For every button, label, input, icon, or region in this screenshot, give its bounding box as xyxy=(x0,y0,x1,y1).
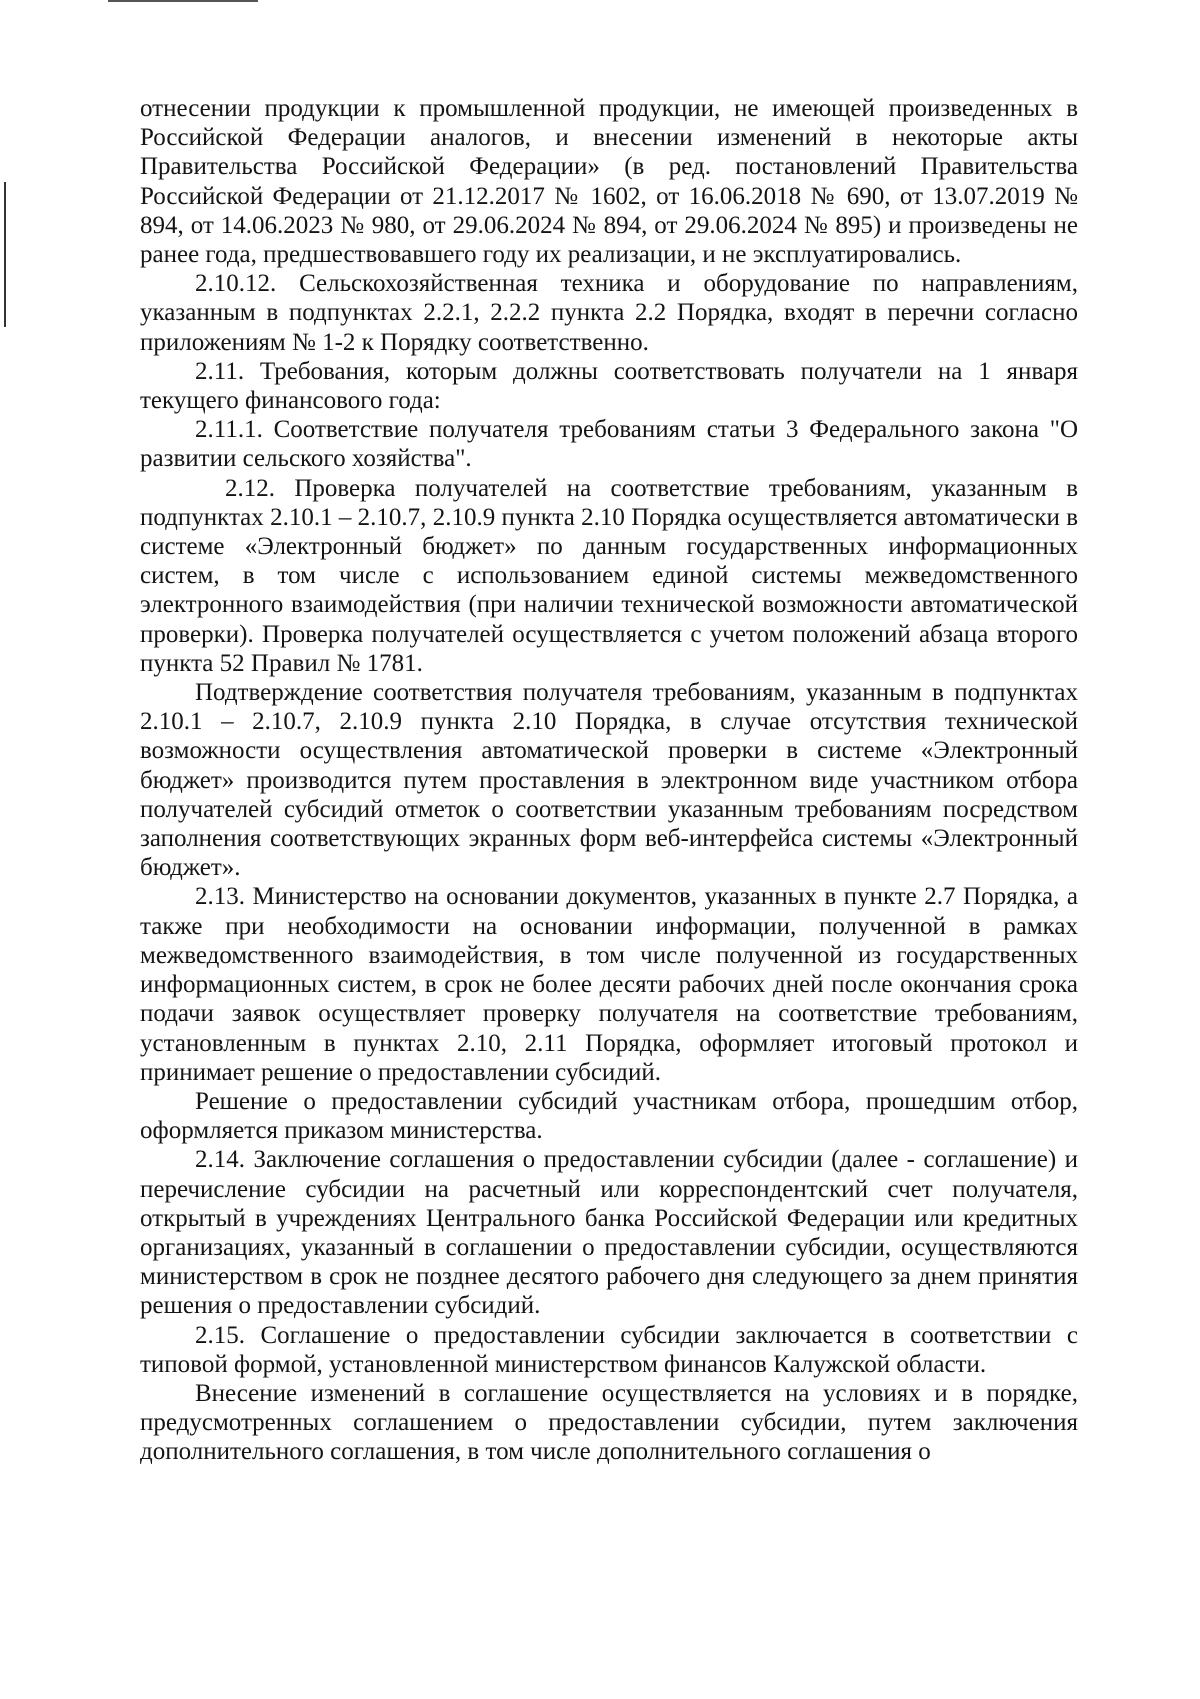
document-page xyxy=(140,94,1078,1467)
scan-artifact-top xyxy=(108,0,258,2)
paragraph-decision: Решение о предоставлении субсидий участникам отбора, прошедшим отбор, оформляется приказом министерства. xyxy=(140,1087,1078,1145)
paragraph-continuation: отнесении продукции к промышленной продукции, не имеющей произведенных в Российской Федерации аналогов, и внесении изменений в некоторые акты Правительства Российской Федерации» (в ред. постановлений Правительства Российской Федерации от 21.12.2017 № 1602, от 16.06.2018 № 690, от 13.07.2019 № 894, от 14.06.2023 № 980, от 29.06.2024 № 894, от 29.06.2024 № 895) и произведены не ранее года, предшествовавшего году их реализации, и не эксплуатировались. xyxy=(140,95,1078,269)
paragraph-confirmation: Подтверждение соответствия получателя требованиям, указанным в подпунктах 2.10.1 – 2.10.7, 2.10.9 пункта 2.10 Порядка, в случае отсутствия технической возможности осуществления автоматической проверки в системе «Электронный бюджет» производится путем проставления в электронном виде участником отбора получателей субсидий отметок о соответствии указанным требованиям посредством заполнения соответствующих экранных форм веб-интерфейса системы «Электронный бюджет». xyxy=(140,679,1078,882)
paragraph-2-12: 2.12. Проверка получателей на соответствие требованиям, указанным в подпунктах 2.10.1 – 2.10.7, 2.10.9 пункта 2.10 Порядка осуществляется автоматически в системе «Электронный бюджет» по данным государственных информационных систем, в том числе с использованием единой системы межведомственного электронного взаимодействия (при наличии технической возможности автоматической проверки). Проверка получателей осуществляется с учетом положений абзаца второго пункта 52 Правил № 1781. xyxy=(140,474,1078,677)
paragraph-2-15: 2.15. Соглашение о предоставлении субсидии заключается в соответствии с типовой формой, установленной министерством финансов Калужской области. xyxy=(140,1321,1078,1378)
paragraph-2-11: 2.11. Требования, которым должны соответствовать получатели на 1 января текущего финансового года: xyxy=(140,357,1078,415)
paragraph-2-14: 2.14. Заключение соглашения о предоставлении субсидии (далее - соглашение) и перечисление субсидии на расчетный или корреспондентский счет получателя, открытый в учреждениях Центрального банка Российской Федерации или кредитных организациях, указанный в соглашении о предоставлении субсидии, осуществляются министерством в срок не позднее десятого рабочего дня следующего за днем принятия решения о предоставлении субсидий. xyxy=(140,1146,1078,1320)
paragraph-2-10-12: 2.10.12. Сельскохозяйственная техника и оборудование по направлениям, указанным в подпунктах 2.2.1, 2.2.2 пункта 2.2 Порядка, входят в перечни согласно приложениям № 1-2 к Порядку соответственно. xyxy=(140,270,1078,356)
scan-artifact-left xyxy=(4,182,6,327)
paragraph-2-13: 2.13. Министерство на основании документов, указанных в пункте 2.7 Порядка, а также при необходимости на основании информации, полученной в рамках межведомственного взаимодействия, в том числе полученной из государственных информационных систем, в срок не более десяти рабочих дней после окончания срока подачи заявок осуществляет проверку получателя на соответствие требованиям, установленным в пунктах 2.10, 2.11 Порядка, оформляет итоговый протокол и принимает решение о предоставлении субсидий. xyxy=(140,883,1078,1086)
paragraph-amendments: Внесение изменений в соглашение осуществляется на условиях и в порядке, предусмотренных соглашением о предоставлении субсидии, путем заключения дополнительного соглашения, в том числе дополнительного соглашения о xyxy=(140,1379,1078,1466)
paragraph-2-11-1: 2.11.1. Соответствие получателя требованиям статьи 3 Федерального закона "О развитии сельского хозяйства". xyxy=(140,416,1078,473)
